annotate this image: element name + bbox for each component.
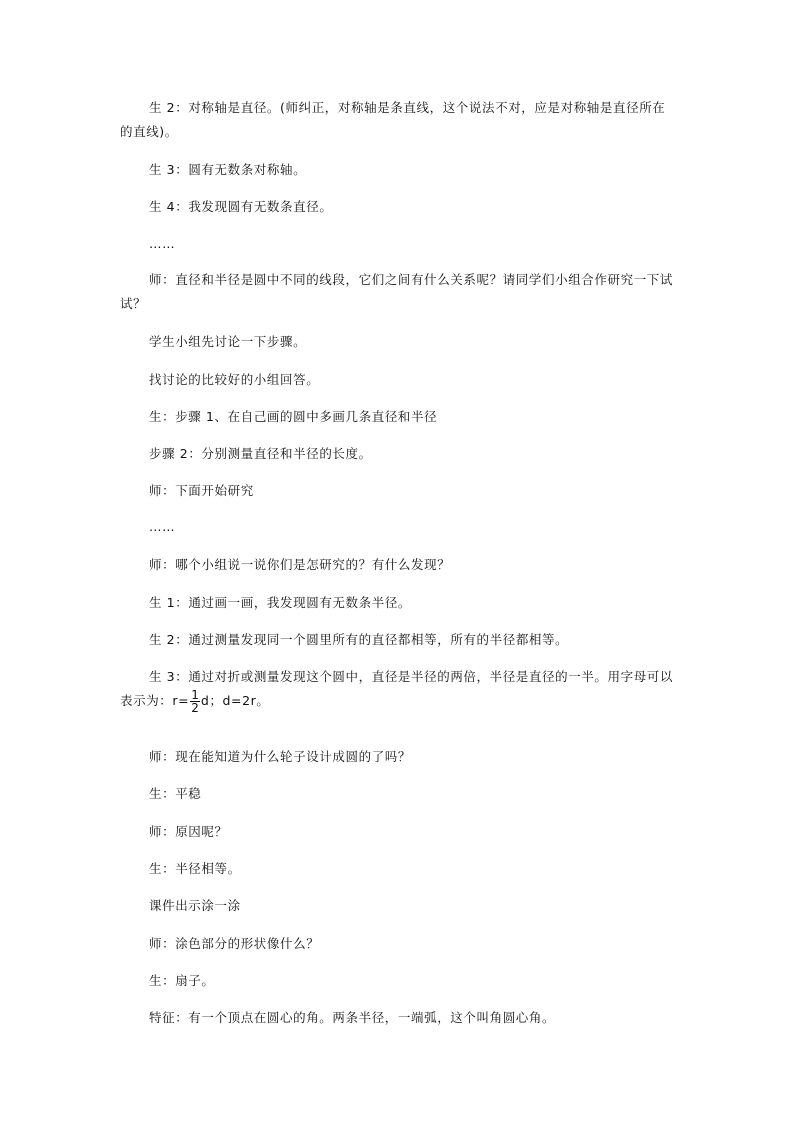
paragraph-step-1: 生：步骤 1、在自己画的圆中多画几条直径和半径 xyxy=(149,409,438,424)
paragraph-ellipsis-2: …… xyxy=(149,519,176,534)
paragraph-teacher-which-group: 师：哪个小组说一说你们是怎研究的？有什么发现？ xyxy=(149,557,451,572)
paragraph-student2-axis: 生 2：对称轴是直径。(师纠正，对称轴是条直线，这个说法不对，应是对称轴是直径所在的直线)。 xyxy=(120,100,666,139)
paragraph-student1-radii: 生 1：通过画一画，我发现圆有无数条半径。 xyxy=(149,595,412,610)
paragraph-teacher-reason: 师：原因呢？ xyxy=(149,824,228,839)
fraction-one-half xyxy=(190,689,200,714)
paragraph-student2-equal: 生 2：通过测量发现同一个圆里所有的直径都相等，所有的半径都相等。 xyxy=(149,632,569,647)
paragraph-teacher-question: 师：直径和半径是圆中不同的线段，它们之间有什么关系呢？请同学们小组合作研究一下试试？ xyxy=(120,272,674,311)
paragraph-feature: 特征：有一个顶点在圆心的角。两条半径，一端弧，这个叫角圆心角。 xyxy=(149,1010,556,1025)
paragraph-student-fan: 生：扇子。 xyxy=(149,973,215,988)
paragraph-student4-diameters: 生 4：我发现圆有无数条直径。 xyxy=(149,199,333,214)
paragraph-student-radius-equal: 生：半径相等。 xyxy=(149,861,241,876)
paragraph-student-stable: 生：平稳 xyxy=(149,786,202,801)
paragraph-step-2: 步骤 2：分别测量直径和半径的长度。 xyxy=(149,446,372,461)
formula-lead-text: 生 3：通过对折或测量发现这个圆中，直径是半径的两倍，半径是直径的一半。用字母可以表示为： xyxy=(120,669,674,708)
paragraph-teacher-shape: 师：涂色部分的形状像什么？ xyxy=(149,936,320,951)
paragraph-group-discuss: 学生小组先讨论一下步骤。 xyxy=(149,334,307,349)
fraction-numerator: 1 xyxy=(191,688,199,702)
fraction-denominator: 2 xyxy=(191,701,199,715)
paragraph-ellipsis-1: …… xyxy=(149,236,176,251)
formula-right: d；d=2r。 xyxy=(200,693,270,708)
paragraph-group-answer: 找讨论的比较好的小组回答。 xyxy=(149,372,320,387)
paragraph-teacher-wheels: 师：现在能知道为什么轮子设计成圆的了吗？ xyxy=(149,749,412,764)
paragraph-student3-axes: 生 3：圆有无数条对称轴。 xyxy=(149,162,307,177)
formula-left: r= xyxy=(172,693,190,708)
paragraph-teacher-start: 师：下面开始研究 xyxy=(149,483,254,498)
paragraph-student3-formula xyxy=(120,665,676,714)
paragraph-courseware: 课件出示涂一涂 xyxy=(149,898,241,913)
